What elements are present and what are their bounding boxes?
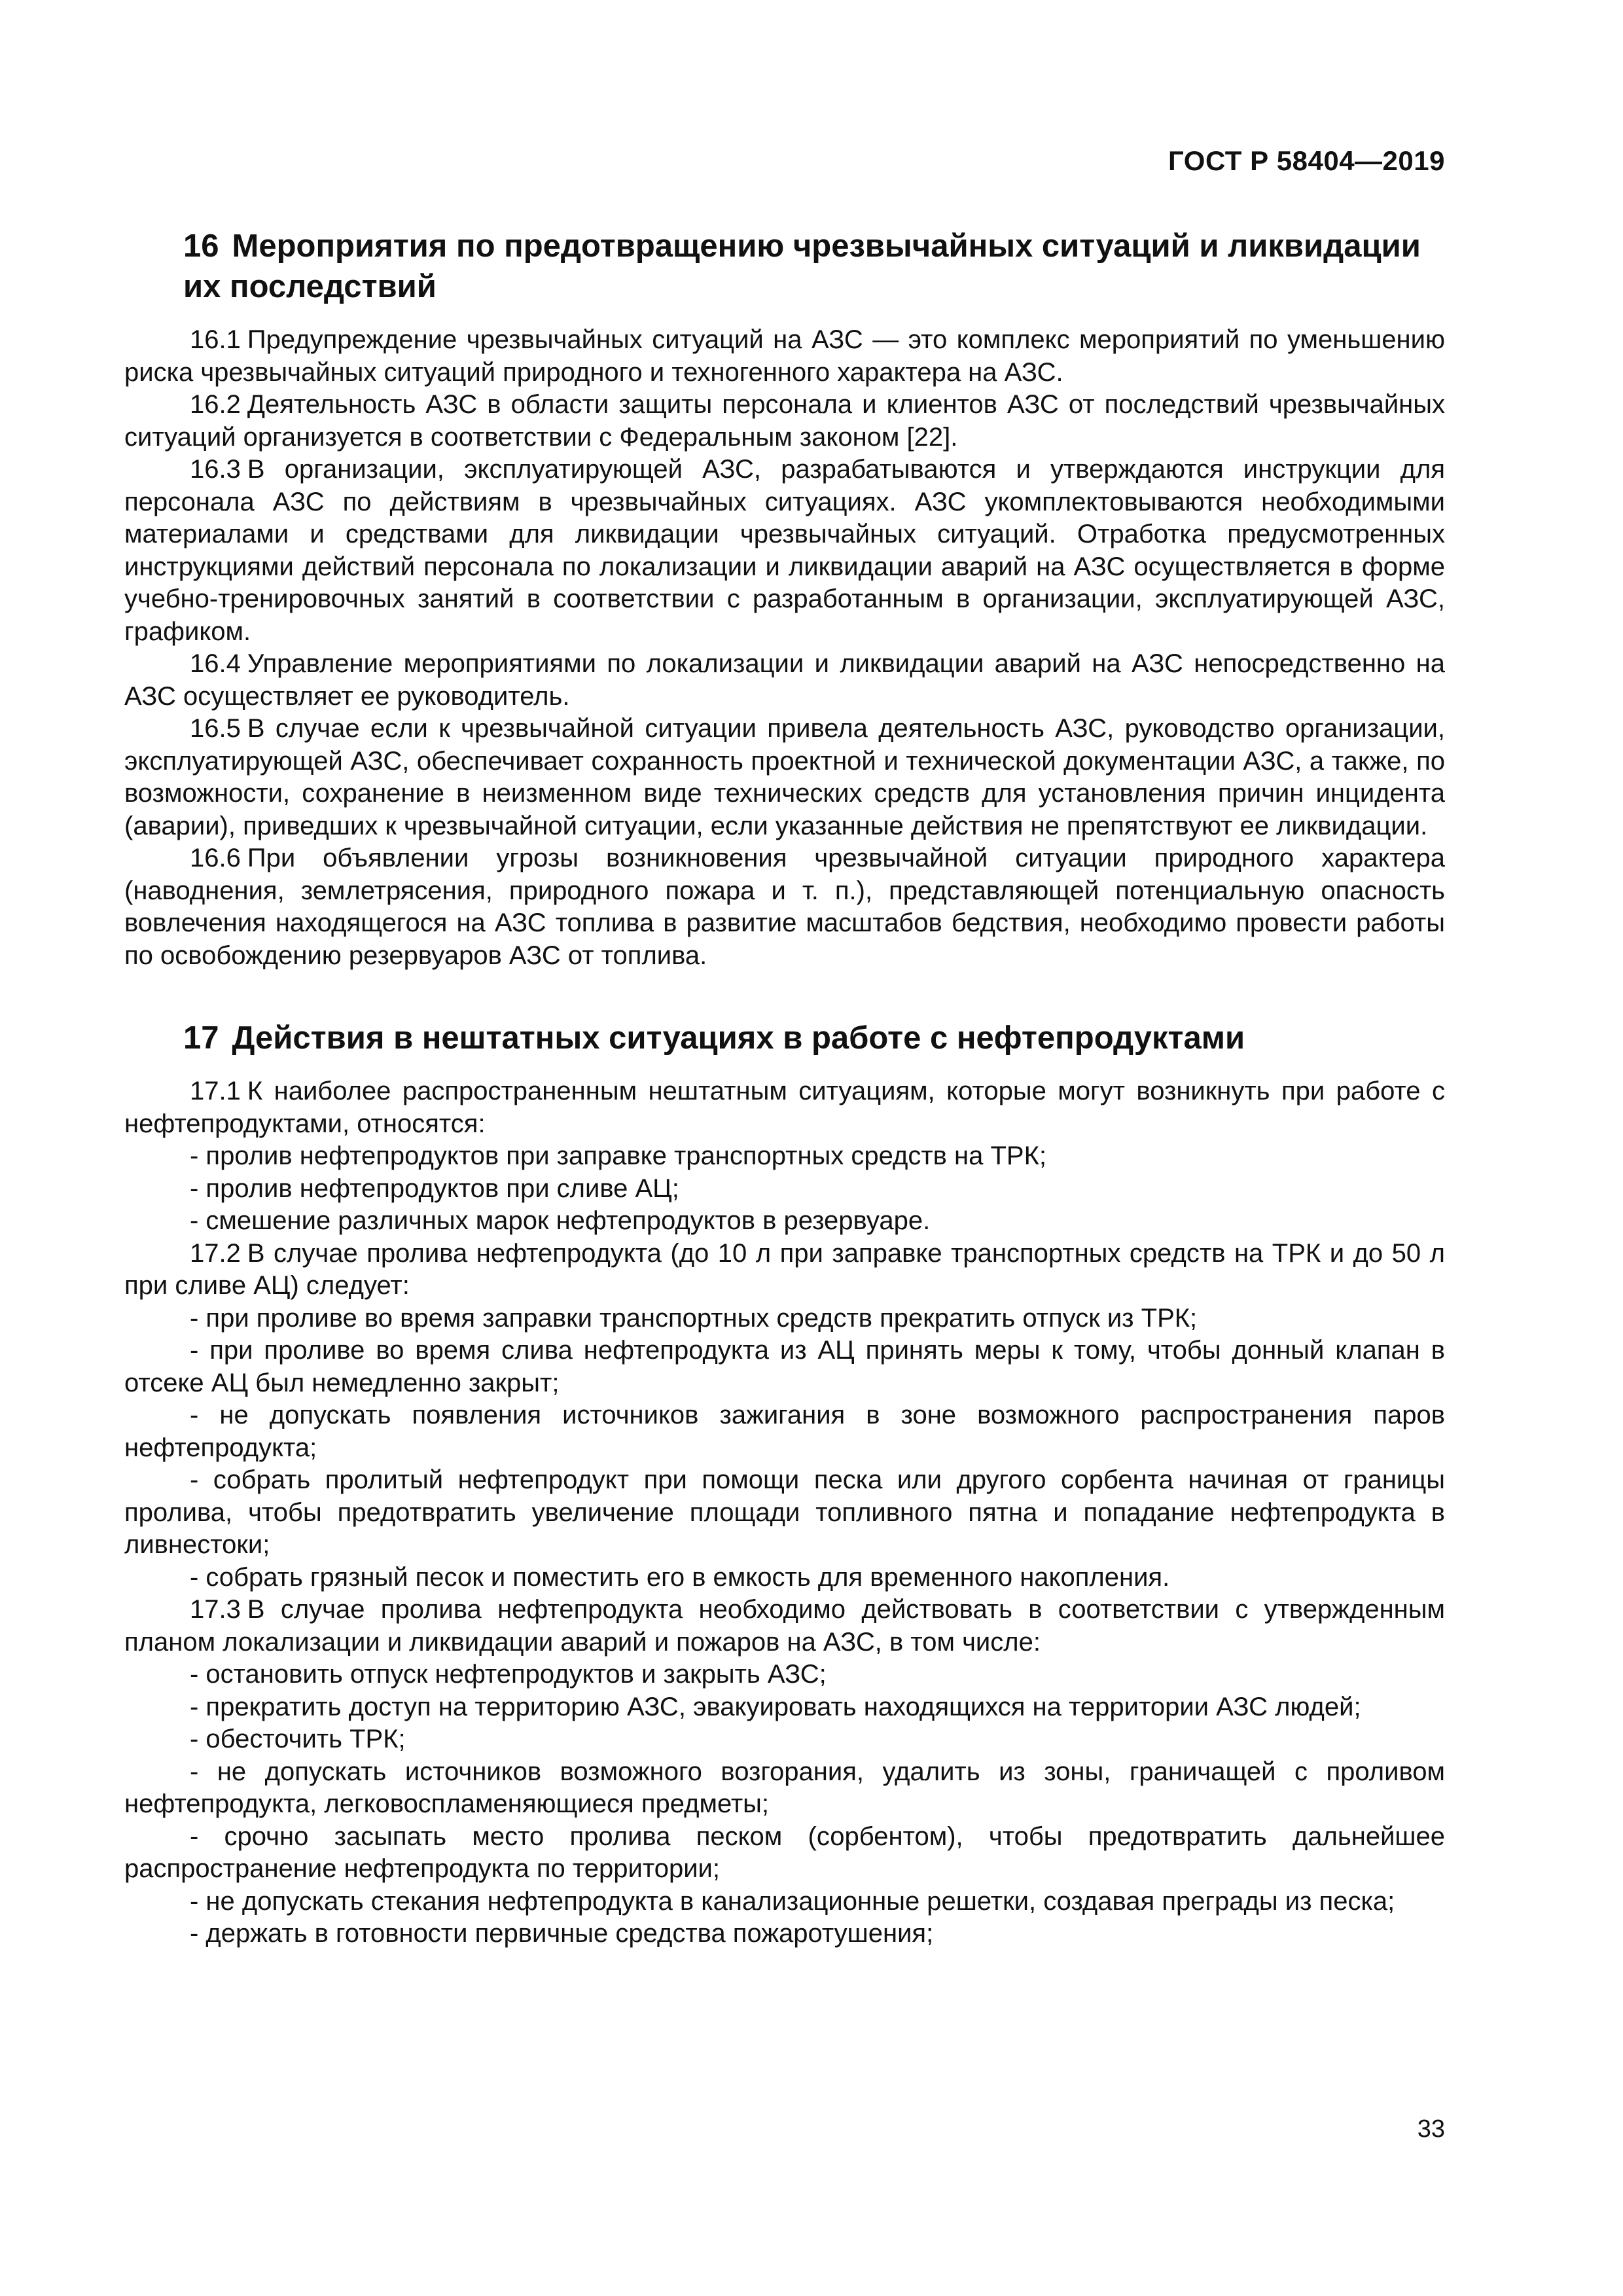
list-item xyxy=(124,1886,1445,1918)
paragraph-text: Управление мероприятиями по локализации и ликвидации аварий на АЗС непосредственно на АЗС осуществляет ее руководитель. xyxy=(124,649,1445,711)
section-paragraphs xyxy=(124,324,1445,972)
paragraph-text: - держать в готовности первичные средства пожаротушения; xyxy=(190,1919,934,1948)
section-number: 16 xyxy=(183,228,219,264)
section-16 xyxy=(124,226,1445,972)
paragraph-text: - смешение различных марок нефтепродуктов в резервуаре. xyxy=(190,1206,931,1235)
paragraph-text: - собрать грязный песок и поместить его в емкость для временного накопления. xyxy=(190,1562,1170,1592)
paragraph xyxy=(124,324,1445,389)
list-item xyxy=(124,1691,1445,1724)
paragraph-text: - пролив нефтепродуктов при сливе АЦ; xyxy=(190,1174,679,1203)
paragraph-number: 16.5 xyxy=(190,714,241,743)
paragraph-text: - срочно засыпать место пролива песком (сорбентом), чтобы предотвратить дальнейшее распространение нефтепродукта по территории; xyxy=(124,1821,1445,1883)
list-item xyxy=(124,1723,1445,1756)
paragraph-number: 17.2 xyxy=(190,1238,241,1268)
paragraph-text: - собрать пролитый нефтепродукт при помощи песка или другого сорбента начиная от границы пролива, чтобы предотвратить увеличение площади топливного пятна и попадание нефтепродукта в ливнестоки; xyxy=(124,1465,1445,1559)
paragraph xyxy=(124,842,1445,972)
paragraph-text: Предупреждение чрезвычайных ситуаций на АЗС — это комплекс мероприятий по уменьшению риска чрезвычайных ситуаций природного и техногенного характера на АЗС. xyxy=(124,325,1445,387)
section-paragraphs xyxy=(124,1075,1445,1950)
paragraph-text: - не допускать источников возможного возгорания, удалить из зоны, граничащей с проливом нефтепродукта, легковоспламеняющиеся предметы; xyxy=(124,1757,1445,1818)
paragraph-text: В случае пролива нефтепродукта необходимо действовать в соответствии с утвержденным планом локализации и ликвидации аварий и пожаров на АЗС, в том числе: xyxy=(124,1595,1445,1657)
paragraph-text: К наиболее распространенным нештатным ситуациям, которые могут возникнуть при работе с нефтепродуктами, относятся: xyxy=(124,1077,1445,1138)
paragraph-text: В случае если к чрезвычайной ситуации привела деятельность АЗС, руководство организации, эксплуатирующей АЗС, обеспечивает сохранность проектной и технической документации АЗС, а также, по возможности, сохранение в неизменном виде технических средств для установления причин инцидента (аварии), приведших к чрезвычайной ситуации, если указанные действия не препятствуют ее ликвидации. xyxy=(124,714,1445,840)
paragraph-text: - не допускать стекания нефтепродукта в канализационные решетки, создавая преграды из песка; xyxy=(190,1886,1395,1916)
paragraph-text: - остановить отпуск нефтепродуктов и закрыть АЗС; xyxy=(190,1660,827,1689)
list-item xyxy=(124,1756,1445,1821)
list-item xyxy=(124,1464,1445,1562)
paragraph-text: - пролив нефтепродуктов при заправке транспортных средств на ТРК; xyxy=(190,1141,1047,1170)
paragraph-text: - при проливе во время заправки транспортных средств прекратить отпуск из ТРК; xyxy=(190,1303,1198,1333)
section-title-text: Действия в нештатных ситуациях в работе с нефтепродуктами xyxy=(232,1020,1245,1056)
paragraph-text: В организации, эксплуатирующей АЗС, разрабатываются и утверждаются инструкции для персонала АЗС по действиям в чрезвычайных ситуациях. АЗС укомплектовываются необходимыми материалами и средствами для ликвидации чрезвычайных ситуаций. Отработка предусмотренных инструкциями действий персонала по локализации и ликвидации аварий на АЗС осуществляется в форме учебно-тренировочных занятий в соответствии с разработанным в организации, эксплуатирующей АЗС, графиком. xyxy=(124,455,1445,646)
paragraph-number: 17.1 xyxy=(190,1077,241,1105)
paragraph-number: 17.3 xyxy=(190,1595,241,1624)
paragraph-text: В случае пролива нефтепродукта (до 10 л при заправке транспортных средств на ТРК и до 50 л при сливе АЦ) следует: xyxy=(124,1238,1445,1300)
list-item xyxy=(124,1140,1445,1173)
paragraph-number: 16.3 xyxy=(190,455,241,484)
list-item xyxy=(124,1918,1445,1950)
list-item xyxy=(124,1173,1445,1206)
list-item xyxy=(124,1562,1445,1594)
list-item xyxy=(124,1335,1445,1399)
paragraph xyxy=(124,713,1445,842)
paragraph-number: 16.4 xyxy=(190,649,241,678)
list-item xyxy=(124,1821,1445,1886)
paragraph xyxy=(124,1594,1445,1659)
paragraph-number: 16.2 xyxy=(190,390,241,419)
paragraph-text: При объявлении угрозы возникновения чрезвычайной ситуации природного характера (наводнения, землетрясения, природного пожара и т. п.), представляющей потенциальную опасность вовлечения находящегося на АЗС топлива в развитие масштабов бедствия, необходимо провести работы по освобождению резервуаров АЗС от топлива. xyxy=(124,844,1445,970)
paragraph xyxy=(124,454,1445,648)
paragraph-text: - не допускать появления источников зажигания в зоне возможного распространения паров нефтепродукта; xyxy=(124,1401,1445,1462)
section-17 xyxy=(124,1018,1445,1950)
document-content xyxy=(124,226,1445,1950)
document-code: ГОСТ Р 58404—2019 xyxy=(1168,145,1445,176)
section-title xyxy=(124,1018,1445,1058)
list-item xyxy=(124,1659,1445,1691)
list-item xyxy=(124,1399,1445,1464)
paragraph-text: - обесточить ТРК; xyxy=(190,1725,406,1753)
paragraph xyxy=(124,1075,1445,1140)
paragraph-text: - прекратить доступ на территорию АЗС, эвакуировать находящихся на территории АЗС людей; xyxy=(190,1692,1361,1721)
paragraph-text: Деятельность АЗС в области защиты персонала и клиентов АЗС от последствий чрезвычайных ситуаций организуется в соответствии с Федеральным законом [22]. xyxy=(124,390,1445,452)
paragraph-text: - при проливе во время слива нефтепродукта из АЦ принять меры к тому, чтобы донный клапан в отсеке АЦ был немедленно закрыт; xyxy=(124,1336,1445,1397)
paragraph xyxy=(124,648,1445,713)
section-number: 17 xyxy=(183,1020,219,1056)
paragraph xyxy=(124,389,1445,454)
section-title-text: Мероприятия по предотвращению чрезвычайных ситуаций и ликвидации их последствий xyxy=(183,228,1421,304)
paragraph-number: 16.6 xyxy=(190,844,241,872)
section-title xyxy=(124,226,1445,307)
paragraph-number: 16.1 xyxy=(190,325,241,354)
list-item xyxy=(124,1302,1445,1335)
paragraph xyxy=(124,1238,1445,1302)
page-number: 33 xyxy=(1417,2115,1445,2143)
list-item xyxy=(124,1205,1445,1238)
